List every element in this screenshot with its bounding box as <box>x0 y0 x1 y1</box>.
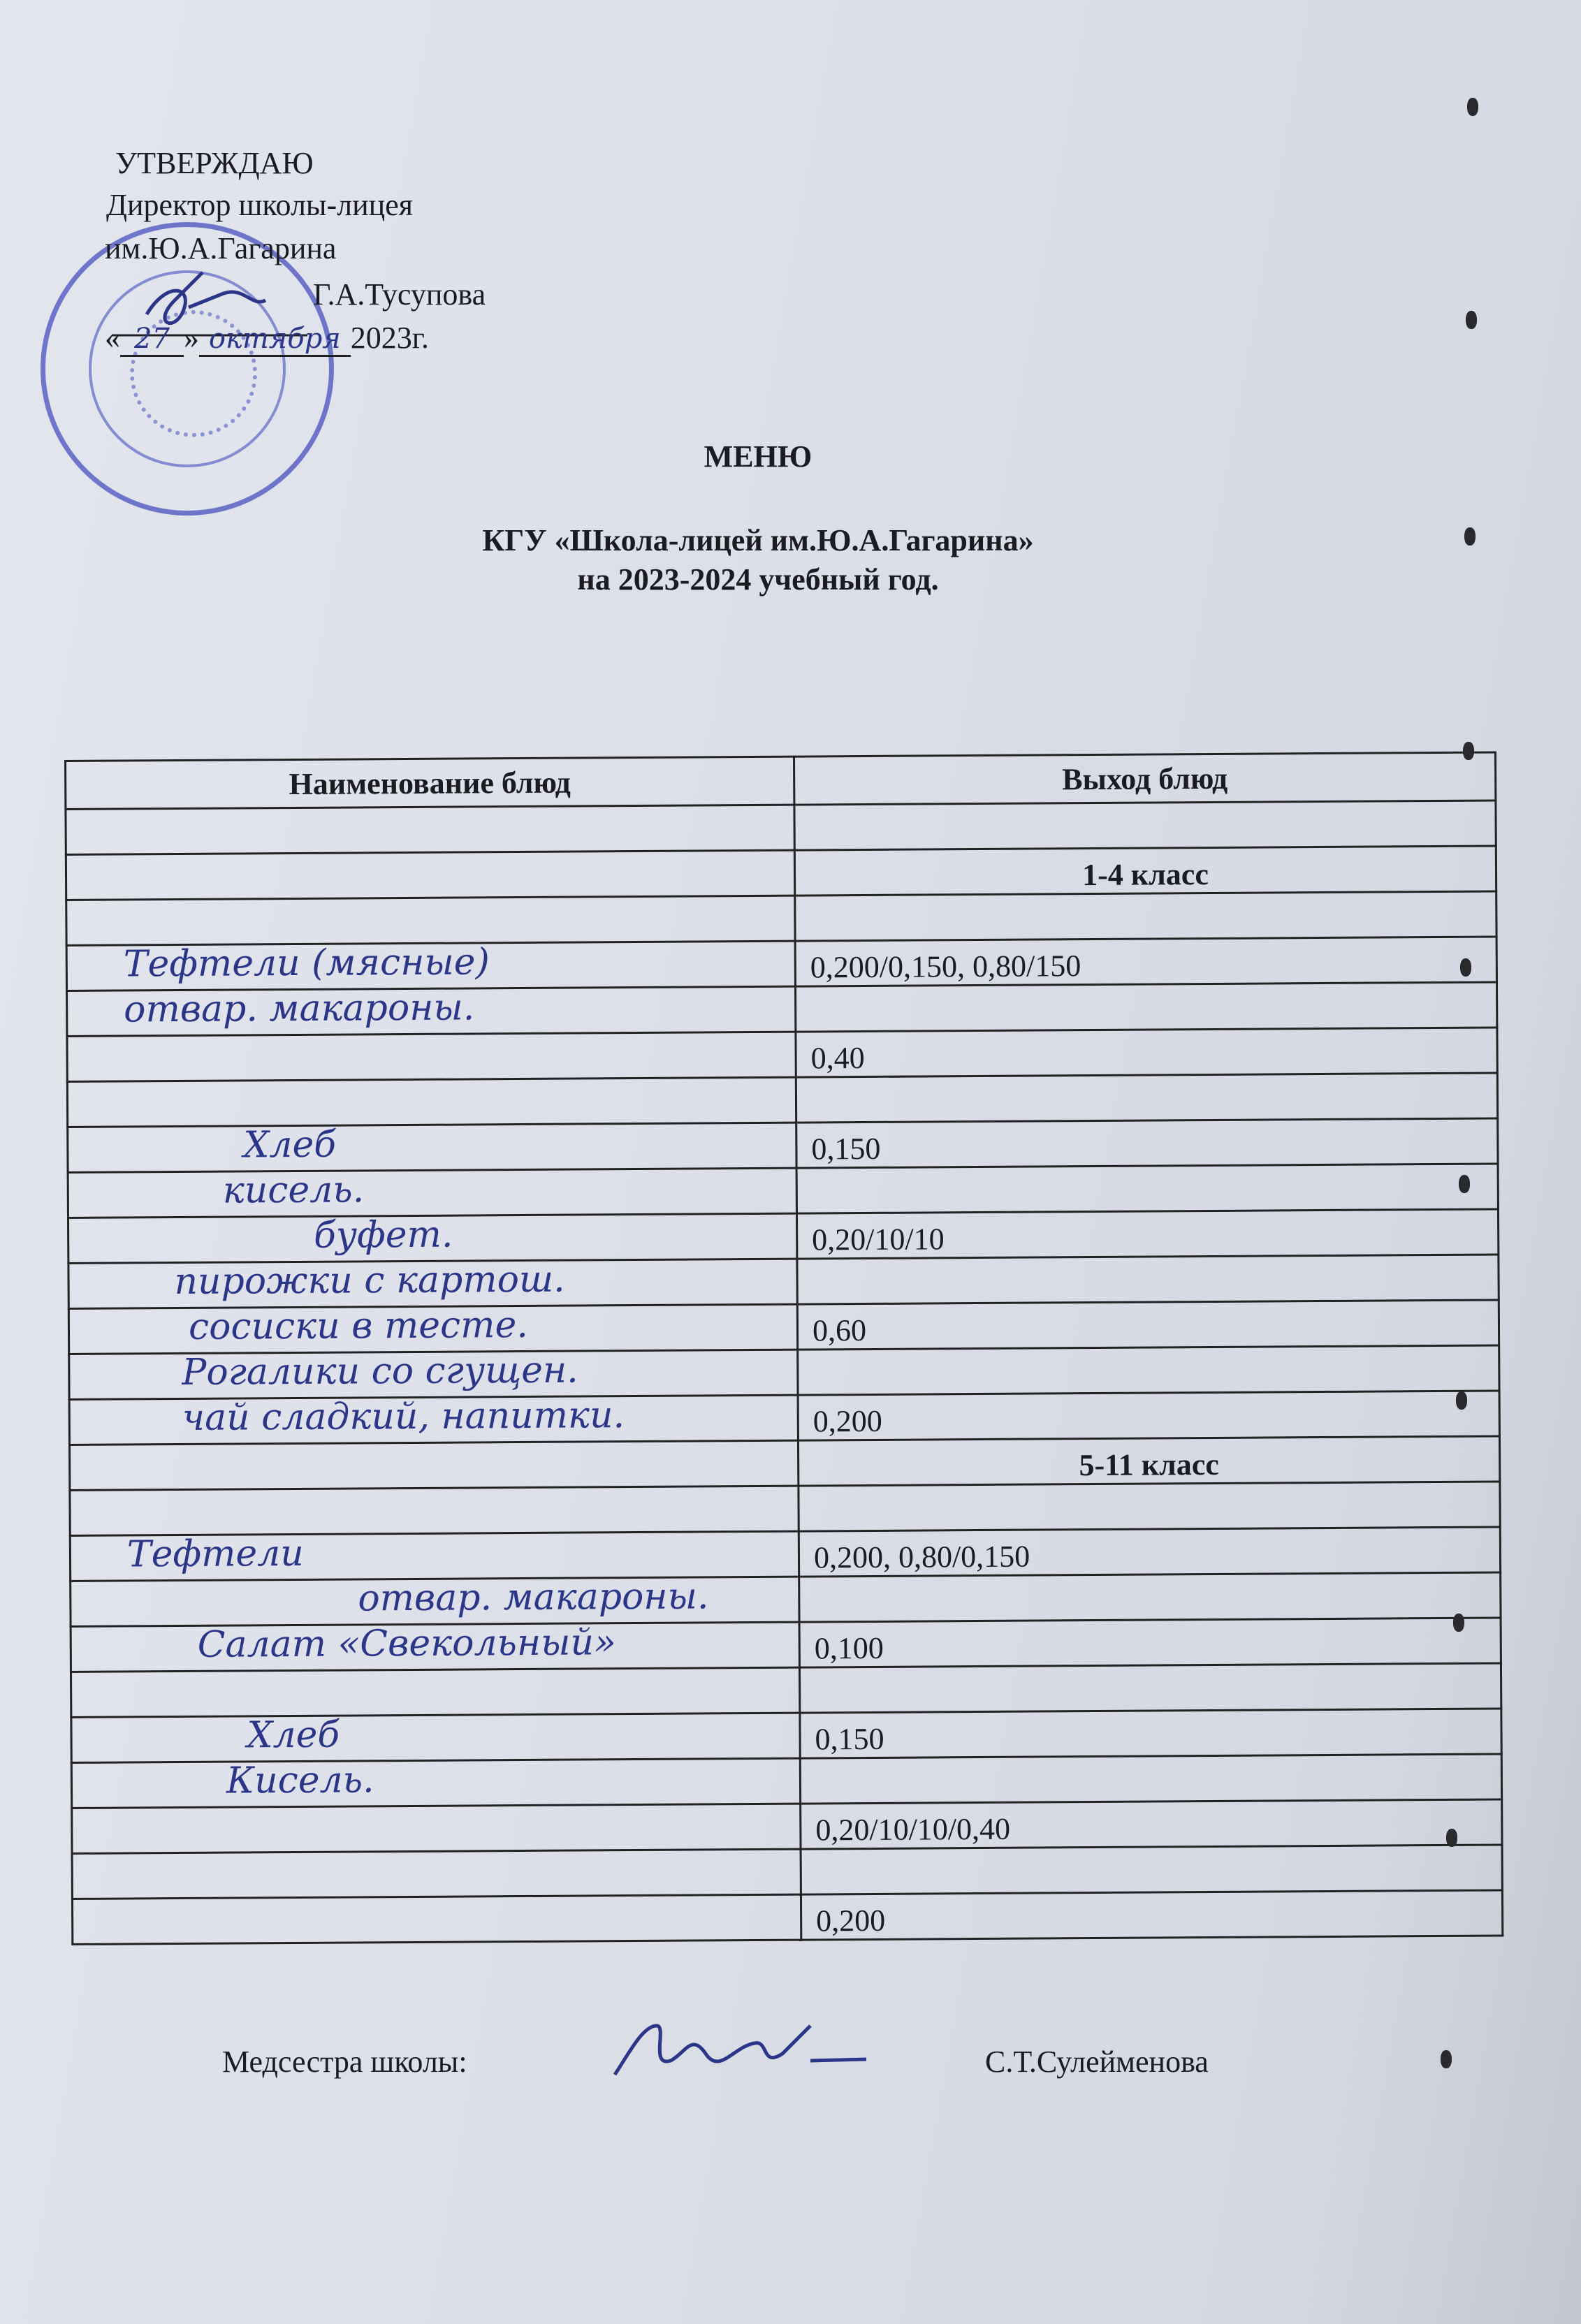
table-row <box>67 982 1497 1037</box>
table-row <box>70 1527 1500 1581</box>
yield-cell: 0,150 <box>796 1118 1498 1168</box>
yield-cell: 0,200/0,150, 0,80/150 <box>795 937 1496 986</box>
nurse-signature <box>601 2012 880 2089</box>
dish-cell <box>70 1531 799 1581</box>
class-section-heading: 5-11 класс <box>798 1436 1499 1486</box>
dish-name: Рогалики со сгущен. <box>182 1349 578 1394</box>
binder-hole <box>1463 742 1474 760</box>
binder-hole <box>1441 2050 1452 2068</box>
dish-name: сосиски в тесте. <box>188 1303 528 1348</box>
date-quote-close: » <box>183 321 199 355</box>
dish-cell <box>66 850 794 900</box>
yield-cell <box>797 1255 1499 1304</box>
dish-name: Хлеб <box>243 1123 337 1167</box>
table-row <box>71 1618 1501 1672</box>
table-row <box>72 1890 1502 1945</box>
approval-school: им.Ю.А.Гагарина <box>105 231 337 265</box>
dish-cell <box>69 1395 798 1445</box>
dish-cell <box>72 1894 801 1944</box>
yield-cell <box>798 1345 1499 1395</box>
dish-cell <box>71 1758 800 1808</box>
table-row <box>68 1118 1498 1173</box>
yield-cell <box>799 1572 1501 1622</box>
dish-name: отвар. макароны. <box>124 986 475 1031</box>
dish-cell <box>71 1577 799 1626</box>
dish-name: Тефтели (мясные) <box>123 941 490 986</box>
academic-year: на 2023-2024 учебный год. <box>577 562 939 597</box>
dish-cell <box>71 1713 800 1762</box>
dish-cell <box>67 1032 796 1081</box>
yield-cell: 0,20/10/10/0,40 <box>801 1799 1502 1849</box>
table-row <box>66 937 1496 991</box>
dish-cell <box>69 1440 798 1490</box>
dish-name: буфет. <box>313 1213 453 1257</box>
dish-cell <box>68 1259 797 1308</box>
page-title: МЕНЮ <box>704 439 813 474</box>
nurse-label: Медсестра школы: <box>222 2045 467 2079</box>
approval-heading: УТВЕРЖДАЮ <box>115 146 314 180</box>
table-row <box>71 1754 1501 1808</box>
yield-cell <box>800 1754 1501 1804</box>
dish-cell <box>71 1622 799 1672</box>
table-row <box>67 1073 1497 1127</box>
table-row <box>71 1709 1501 1763</box>
yield-cell <box>799 1482 1500 1531</box>
yield-cell <box>799 1663 1501 1713</box>
yield-cell <box>795 982 1496 1032</box>
dish-cell <box>68 1213 797 1263</box>
dish-cell <box>66 805 794 854</box>
table-row <box>68 1164 1498 1218</box>
dish-name: Тефтели <box>126 1532 304 1576</box>
yield-cell <box>796 1164 1498 1213</box>
nurse-name: С.Т.Сулейменова <box>985 2045 1209 2079</box>
table-row <box>71 1572 1501 1627</box>
dish-cell <box>68 1304 797 1354</box>
organization-name: КГУ «Школа-лицей им.Ю.А.Гагарина» <box>482 523 1034 557</box>
yield-cell: 0,40 <box>796 1028 1497 1077</box>
dish-cell <box>68 1123 796 1172</box>
table-header-row <box>66 752 1496 810</box>
yield-cell: 0,20/10/10 <box>796 1209 1498 1259</box>
binder-hole <box>1467 98 1478 116</box>
dish-name: Кисель. <box>226 1759 374 1802</box>
dish-cell <box>66 896 795 945</box>
binder-hole <box>1446 1829 1457 1847</box>
dish-cell <box>70 1486 799 1535</box>
date-day: 27 <box>120 323 184 357</box>
binder-hole <box>1456 1391 1467 1410</box>
yield-cell <box>795 891 1496 941</box>
yield-cell: 0,200, 0,80/0,150 <box>799 1527 1500 1577</box>
dish-name: кисель. <box>222 1169 365 1212</box>
yield-cell: 0,60 <box>797 1300 1499 1350</box>
dish-name: Салат «Свекольный» <box>197 1621 616 1666</box>
column-header-yield: Выход блюд <box>794 752 1495 805</box>
dish-cell <box>66 941 795 991</box>
yield-cell: 0,100 <box>799 1618 1501 1667</box>
director-name: Г.А.Тусупова <box>313 277 486 312</box>
dish-name: Хлеб <box>247 1713 340 1757</box>
binder-hole <box>1453 1614 1464 1632</box>
approval-date <box>105 320 429 357</box>
binder-hole <box>1464 527 1476 546</box>
dish-name: отвар. макароны. <box>358 1575 709 1620</box>
approval-position: Директор школы-лицея <box>106 188 413 222</box>
binder-hole <box>1466 311 1477 329</box>
class-section-heading: 1-4 класс <box>794 846 1496 896</box>
dish-cell <box>67 986 796 1036</box>
column-header-dish: Наименование блюд <box>66 757 794 809</box>
dish-name: пирожки с картош. <box>174 1258 565 1303</box>
dish-cell <box>67 1077 796 1127</box>
table-row <box>67 1028 1497 1082</box>
yield-cell: 0,200 <box>801 1890 1502 1940</box>
date-month: октября <box>199 323 351 357</box>
binder-hole <box>1460 958 1471 977</box>
dish-cell <box>72 1849 801 1899</box>
yield-cell <box>796 1073 1497 1123</box>
yield-cell <box>794 801 1496 850</box>
dish-name: чай сладкий, напитки. <box>182 1394 625 1439</box>
yield-cell: 0,200 <box>798 1391 1499 1440</box>
dish-cell <box>69 1350 798 1399</box>
table-row <box>71 1663 1501 1718</box>
dish-cell <box>71 1667 799 1717</box>
dish-cell <box>68 1168 796 1218</box>
date-quote-open: « <box>105 321 120 355</box>
date-year: 2023г. <box>350 321 429 355</box>
menu-table <box>64 751 1503 1945</box>
binder-hole <box>1459 1175 1470 1193</box>
dish-cell <box>72 1804 801 1853</box>
yield-cell <box>801 1845 1502 1894</box>
yield-cell: 0,150 <box>800 1709 1501 1758</box>
